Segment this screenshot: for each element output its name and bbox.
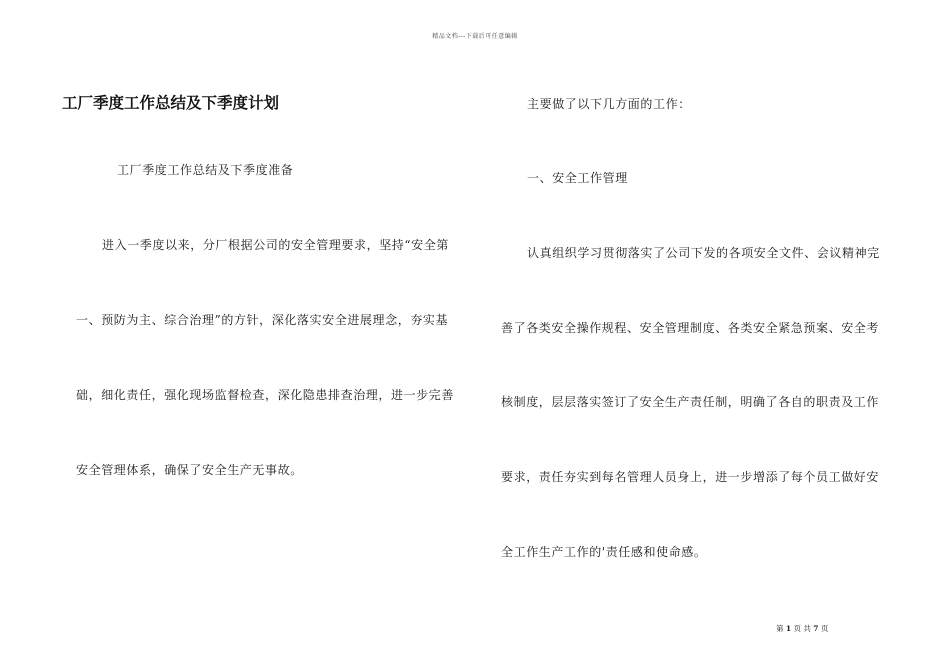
page-header: 精品文档---下载后可任意编辑 (432, 33, 518, 40)
document-title: 工厂季度工作总结及下季度计划 (62, 93, 280, 112)
paragraph-line: 进入一季度以来，分厂根据公司的安全管理要求，坚持“安全第 (102, 238, 449, 252)
paragraph-line: 善了各类安全操作规程、安全管理制度、各类安全紧急预案、安全考 (501, 321, 880, 335)
current-page: 1 (785, 624, 792, 633)
page-number-suffix: 页 (820, 624, 829, 633)
paragraph-line: 主要做了以下几方面的工作： (527, 97, 691, 111)
paragraph-line: 要求，责任夯实到每名管理人员身上，进一步增添了每个员工做好安 (501, 470, 880, 484)
paragraph-line: 一、预防为主、综合治理”的方针，深化落实安全进展理念，夯实基 (76, 313, 449, 327)
page-number-middle: 页 共 (793, 624, 811, 633)
subtitle-line: 工厂季度工作总结及下季度准备 (117, 163, 294, 177)
total-pages: 7 (813, 624, 819, 633)
paragraph-line: 全工作生产工作的'责任感和使命感。 (501, 545, 707, 559)
section-heading: 一、安全工作管理 (527, 171, 628, 185)
paragraph-line: 础，细化责任，强化现场监督检查，深化隐患排查治理，进一步完善 (76, 388, 455, 402)
paragraph-line: 安全管理体系，确保了安全生产无事故。 (76, 463, 303, 477)
page-number-prefix: 第 (776, 624, 784, 633)
paragraph-line: 认真组织学习贯彻落实了公司下发的各项安全文件、会议精神完 (527, 246, 880, 260)
paragraph-line: 核制度，层层落实签订了安全生产责任制，明确了各自的职责及工作 (501, 395, 880, 409)
page-number (776, 623, 828, 634)
